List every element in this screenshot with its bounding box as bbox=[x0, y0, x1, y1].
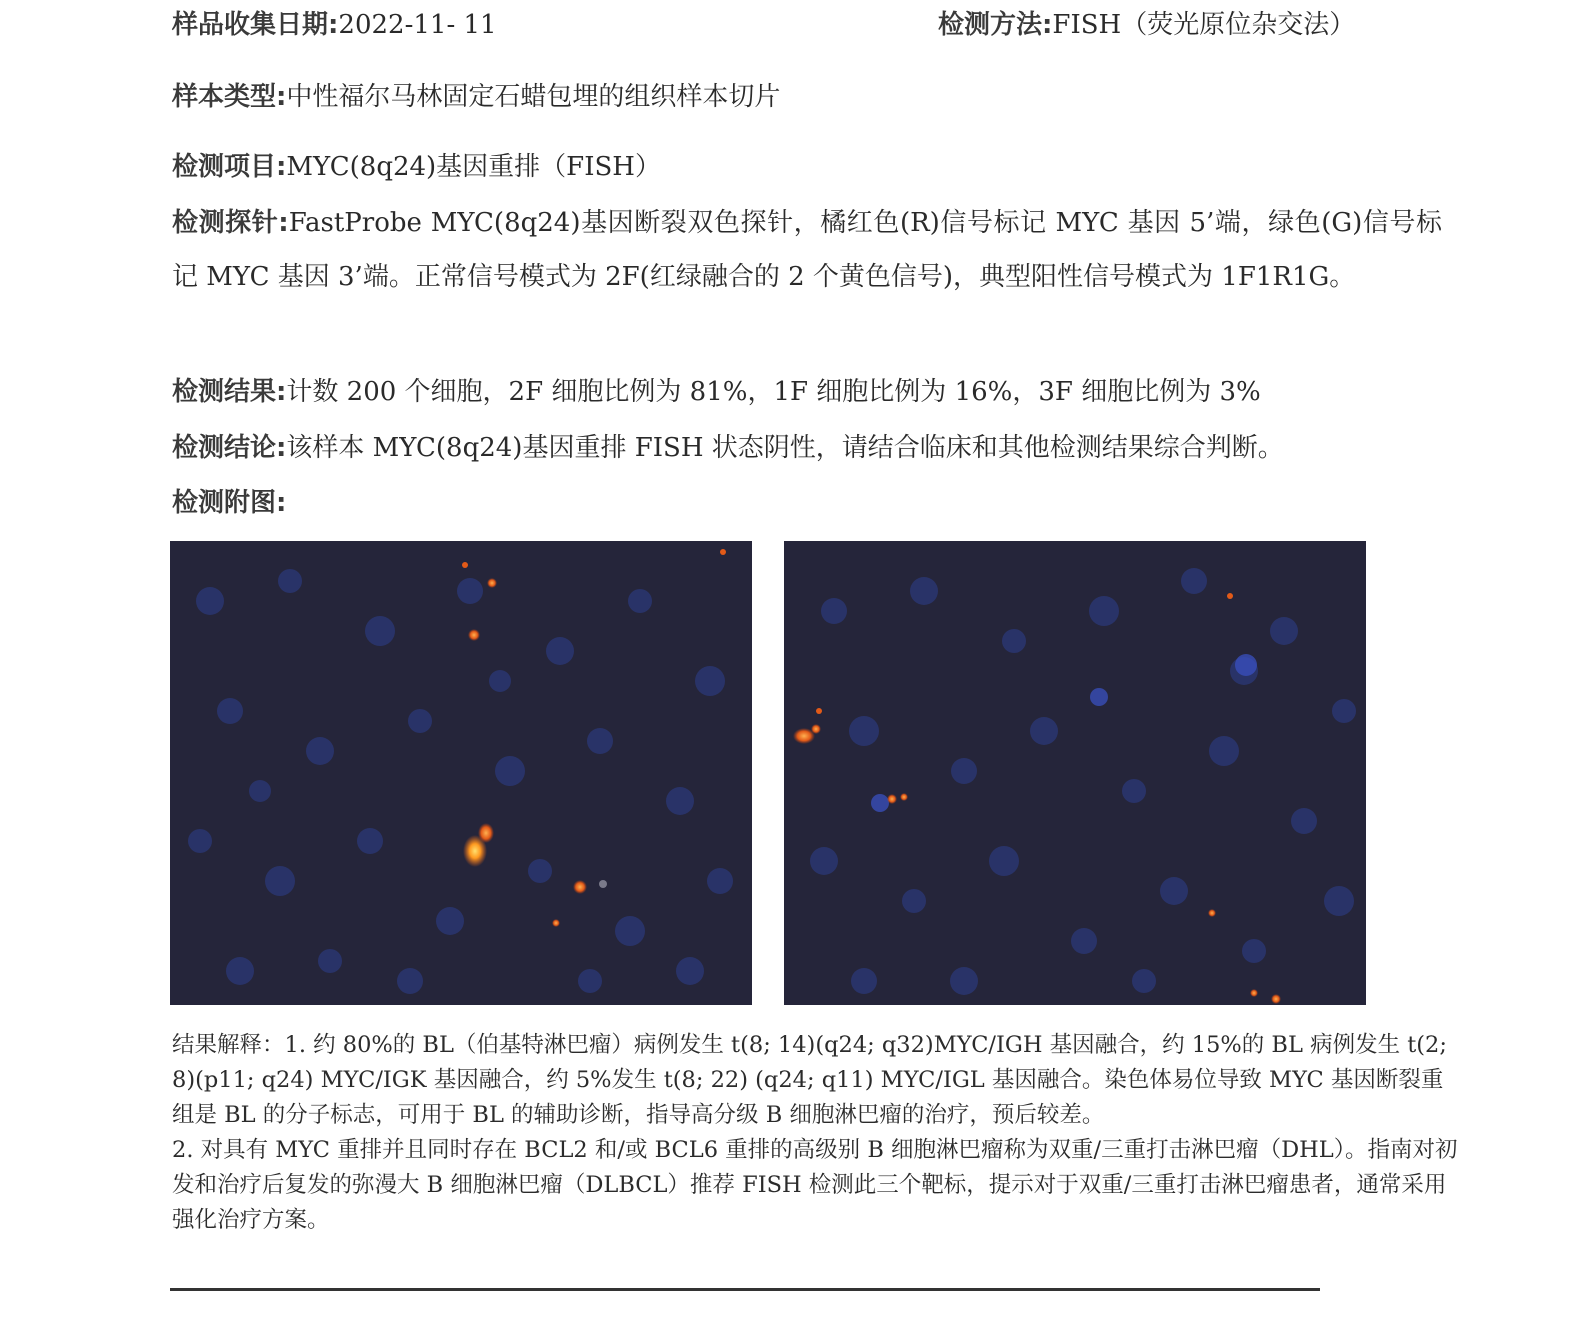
fish-image-left bbox=[170, 541, 752, 1005]
collection-date-label: 样品收集日期: bbox=[172, 10, 339, 40]
method-value: FISH（荧光原位杂交法） bbox=[1052, 10, 1356, 40]
fish-image-left-canvas bbox=[170, 541, 752, 1005]
nuclei-group-left bbox=[188, 569, 733, 994]
conclusion-value: 该样本 MYC(8q24)基因重排 FISH 状态阴性，请结合临床和其他检测结果综合判断。 bbox=[286, 433, 1284, 463]
test-item-value: MYC(8q24)基因重排（FISH） bbox=[286, 152, 661, 182]
sample-type-label: 样本类型: bbox=[172, 82, 287, 112]
probe-paragraph bbox=[172, 196, 1442, 304]
figures-label: 检测附图: bbox=[172, 488, 287, 518]
conclusion-label: 检测结论: bbox=[172, 433, 287, 463]
probe-value: FastProbe MYC(8q24)基因断裂双色探针，橘红色(R)信号标记 MYC 基因 5’端，绿色(G)信号标记 MYC 基因 3’端。正常信号模式为 2F(红绿融合的 2 个黄色信号)，典型阳性信号模式为 1F1R1G。 bbox=[172, 208, 1442, 292]
interpretation-paragraph-1: 结果解释：1. 约 80%的 BL（伯基特淋巴瘤）病例发生 t(8; 14)(q24; q32)MYC/IGH 基因融合，约 15%的 BL 病例发生 t(2; 8)(p11; q24) MYC/IGK 基因融合，约 5%发生 t(8; 22) (q24; q11) MYC/IGL 基因融合。染色体易位导致 MYC 基因断裂重组是 BL 的分子标志，可用于 BL 的辅助诊断，指导高分级 B 细胞淋巴瘤的治疗，预后较差。 bbox=[172, 1032, 1447, 1128]
fish-image-right-canvas bbox=[784, 541, 1366, 1005]
result-label: 检测结果: bbox=[172, 377, 287, 407]
result-value: 计数 200 个细胞，2F 细胞比例为 81%，1F 细胞比例为 16%，3F 细胞比例为 3% bbox=[286, 377, 1261, 407]
sample-type-value: 中性福尔马林固定石蜡包埋的组织样本切片 bbox=[286, 82, 781, 112]
result-interpretation bbox=[172, 1028, 1462, 1238]
bottom-divider bbox=[170, 1288, 1320, 1291]
collection-date-row bbox=[172, 8, 497, 42]
conclusion-row bbox=[172, 431, 1284, 465]
interpretation-paragraph-2: 2. 对具有 MYC 重排并且同时存在 BCL2 和/或 BCL6 重排的高级别 B 细胞淋巴瘤称为双重/三重打击淋巴瘤（DHL）。指南对初发和治疗后复发的弥漫大 B 细胞淋巴瘤（DLBCL）推荐 FISH 检测此三个靶标，提示对于双重/三重打击淋巴瘤患者，通常采用强化治疗方案。 bbox=[172, 1137, 1458, 1233]
test-item-label: 检测项目: bbox=[172, 152, 287, 182]
result-row bbox=[172, 375, 1261, 409]
fish-image-right bbox=[784, 541, 1366, 1005]
method-row bbox=[938, 8, 1355, 42]
test-item-row bbox=[172, 150, 661, 184]
bright-nuclei-right bbox=[871, 654, 1257, 812]
method-label: 检测方法: bbox=[938, 10, 1053, 40]
nuclei-group-right bbox=[810, 568, 1356, 995]
signals-right bbox=[793, 593, 1281, 1004]
probe-label: 检测探针: bbox=[172, 208, 289, 238]
sample-type-row bbox=[172, 80, 780, 114]
figures-row bbox=[172, 486, 286, 520]
collection-date-value: 2022-11- 11 bbox=[338, 10, 497, 40]
